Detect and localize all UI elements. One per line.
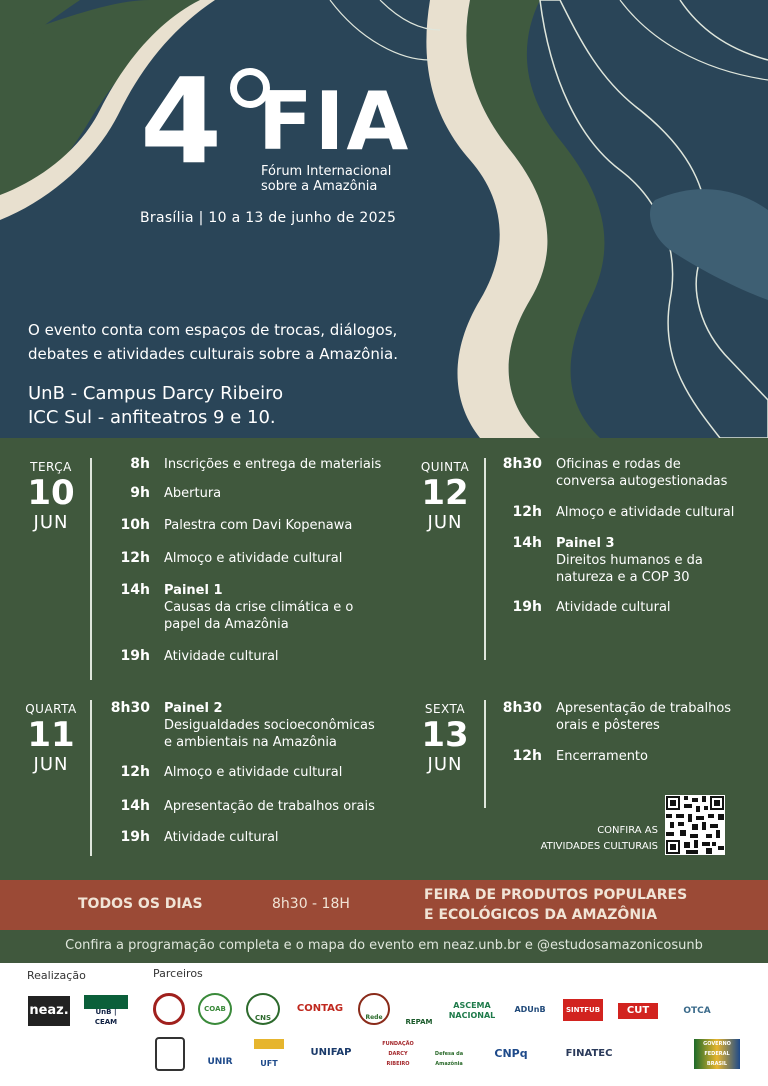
- partner-logo-rede: Rede: [358, 993, 390, 1025]
- schedule-time: 8h30: [502, 700, 542, 716]
- partner-logo-darcy-ribeiro: FUNDAÇÃO DARCY RIBEIRO: [382, 1041, 414, 1067]
- panel-desc: Causas da crise climática e o papel da Amazônia: [164, 600, 354, 632]
- schedule-time: 14h: [120, 798, 150, 814]
- schedule-item: [98, 798, 375, 815]
- neaz-logo: neaz.: [28, 996, 70, 1026]
- day-month: JUN: [427, 754, 463, 775]
- partner-logo-unifap: UNIFAP: [310, 1047, 352, 1058]
- day-number: 10: [27, 473, 75, 513]
- schedule-desc: Abertura: [164, 486, 222, 501]
- schedule-time: 14h: [512, 535, 542, 551]
- band-time: 8h30 - 18H: [272, 896, 350, 912]
- day-divider: [90, 458, 92, 680]
- day-divider: [90, 700, 92, 856]
- schedule-desc: Almoço e atividade cultural: [164, 765, 343, 780]
- day-of-week: QUINTA: [420, 460, 470, 474]
- schedule-time: 14h: [120, 582, 150, 598]
- schedule-item: [98, 582, 384, 633]
- day-number: 11: [27, 715, 75, 755]
- realizacao-label: Realização: [27, 969, 86, 982]
- day-divider: [484, 700, 486, 808]
- schedule-desc: Encerramento: [556, 749, 648, 764]
- schedule-item: [492, 599, 671, 616]
- schedule-time: 8h30: [502, 456, 542, 472]
- partner-logo-finatec: FINATEC: [565, 1048, 613, 1059]
- schedule-desc: Apresentação de trabalhos orais e pôsteres: [556, 701, 732, 733]
- schedule-item: [98, 550, 342, 567]
- schedule-desc: Palestra com Davi Kopenawa: [164, 518, 353, 533]
- schedule-item: [98, 456, 381, 473]
- hero-section: [0, 0, 768, 438]
- qr-code[interactable]: [665, 795, 725, 855]
- schedule-time: 12h: [512, 748, 542, 764]
- day-number: 12: [421, 473, 469, 513]
- schedule-time: 19h: [512, 599, 542, 615]
- schedule-desc: Almoço e atividade cultural: [164, 551, 343, 566]
- logo-name: FIA: [258, 75, 411, 168]
- panel-title: Painel 3: [556, 536, 615, 551]
- day-number: 13: [421, 715, 469, 755]
- partner-logo-defesa-amazonia: Defesa da Amazônia: [434, 1051, 464, 1067]
- partner-logo-otca: OTCA: [683, 1006, 711, 1016]
- band-fair-line-1: FEIRA DE PRODUTOS POPULARES: [424, 887, 688, 903]
- schedule-desc: Atividade cultural: [164, 830, 279, 845]
- qr-code-icon: [666, 796, 724, 854]
- schedule-item: [492, 700, 736, 734]
- schedule-time: 9h: [130, 485, 150, 501]
- partner-logo-sintfub: SINTFUB: [563, 999, 603, 1021]
- day-of-week: SEXTA: [424, 702, 466, 716]
- schedule-item: [492, 535, 736, 586]
- day-month: JUN: [427, 512, 463, 533]
- day-of-week: QUARTA: [25, 702, 77, 716]
- band-fair-title: [424, 885, 687, 925]
- schedule-desc: Inscrições e entrega de materiais: [164, 457, 382, 472]
- logo-subtitle: Fórum Internacional sobre a Amazônia: [261, 164, 392, 194]
- schedule-time: 8h30: [110, 700, 150, 716]
- schedule-item: [492, 456, 736, 490]
- day-month: JUN: [33, 512, 69, 533]
- logo-number: 4: [140, 52, 223, 190]
- event-venue: [28, 382, 283, 430]
- venue-line-1: UnB - Campus Darcy Ribeiro: [28, 383, 284, 404]
- partner-logo-unir: UNIR: [207, 1057, 233, 1067]
- schedule-desc: [164, 582, 384, 633]
- schedule-desc: Apresentação de trabalhos orais: [164, 799, 375, 814]
- schedule-desc: [556, 535, 736, 586]
- band-all-days: TODOS OS DIAS: [78, 896, 203, 912]
- partner-logo-coab: COAB: [198, 993, 232, 1025]
- day-divider: [484, 458, 486, 660]
- schedule-time: 12h: [120, 550, 150, 566]
- venue-line-2: ICC Sul - anfiteatros 9 e 10.: [28, 407, 276, 428]
- daily-fair-band: [0, 880, 768, 930]
- schedule-time: 10h: [120, 517, 150, 533]
- event-date: Brasília | 10 a 13 de junho de 2025: [140, 210, 397, 226]
- panel-desc: Direitos humanos e da natureza e a COP 30: [556, 553, 703, 585]
- partner-logo-contag: CONTAG: [296, 1003, 344, 1014]
- partner-logo-crest: [155, 1037, 185, 1071]
- day-of-week: TERÇA: [30, 460, 72, 474]
- panel-title: Painel 2: [164, 701, 223, 716]
- partner-logo-repam: REPAM: [405, 1018, 433, 1026]
- schedule-desc: Atividade cultural: [164, 649, 279, 664]
- partner-logo-adunb: ADUnB: [514, 1005, 546, 1014]
- schedule-item: [98, 517, 352, 534]
- qr-label-line-1: CONFIRA AS: [597, 825, 658, 836]
- day-month: JUN: [33, 754, 69, 775]
- schedule-item: [98, 648, 279, 665]
- schedule-desc: Oficinas e rodas de conversa autogestionadas: [556, 457, 728, 489]
- partner-logo-cns: CNS: [246, 993, 280, 1025]
- schedule-item: [98, 764, 342, 781]
- schedule-desc: [164, 700, 384, 751]
- schedule-item: [98, 485, 221, 502]
- partner-logo-uft: UFT: [254, 1039, 284, 1069]
- qr-label: [530, 823, 658, 855]
- schedule-desc: Atividade cultural: [556, 600, 671, 615]
- partner-logo-ascema: ASCEMA NACIONAL: [448, 1001, 496, 1020]
- band-fair-line-2: E ECOLÓGICOS DA AMAZÔNIA: [424, 907, 658, 923]
- day-header-thursday: [414, 460, 476, 533]
- schedule-time: 12h: [120, 764, 150, 780]
- schedule-time: 19h: [120, 648, 150, 664]
- schedule-section: [0, 438, 768, 880]
- schedule-item: [98, 700, 384, 751]
- day-header-wednesday: [20, 702, 82, 775]
- schedule-time: 19h: [120, 829, 150, 845]
- partner-logo-cut: CUT: [618, 1003, 658, 1019]
- footer-note: Confira a programação completa e o mapa do evento em neaz.unb.br e @estudosamazonicosunb: [0, 930, 768, 963]
- qr-label-line-2: ATIVIDADES CULTURAIS: [540, 841, 658, 852]
- partner-logo-emblem: [153, 993, 185, 1025]
- schedule-desc: Almoço e atividade cultural: [556, 505, 735, 520]
- partner-logo-governo-federal: GOVERNO FEDERAL BRASIL: [694, 1039, 740, 1069]
- parceiros-label: Parceiros: [153, 967, 203, 980]
- schedule-item: [492, 504, 734, 521]
- event-logo: [140, 52, 420, 202]
- event-intro: O evento conta com espaços de trocas, diálogos, debates e atividades culturais sobre a Amazônia.: [28, 321, 398, 363]
- unb-ceam-logo: UnB | CEAM: [84, 995, 128, 1027]
- schedule-time: 12h: [512, 504, 542, 520]
- panel-title: Painel 1: [164, 583, 223, 598]
- partner-logo-cnpq: CNPq: [494, 1047, 528, 1060]
- panel-desc: Desigualdades socioeconômicas e ambientais na Amazônia: [164, 718, 375, 750]
- day-header-tuesday: [20, 460, 82, 533]
- schedule-time: 8h: [130, 456, 150, 472]
- schedule-item: [98, 829, 279, 846]
- day-header-friday: [414, 702, 476, 775]
- schedule-item: [492, 748, 648, 765]
- sponsors-section: [0, 963, 768, 1086]
